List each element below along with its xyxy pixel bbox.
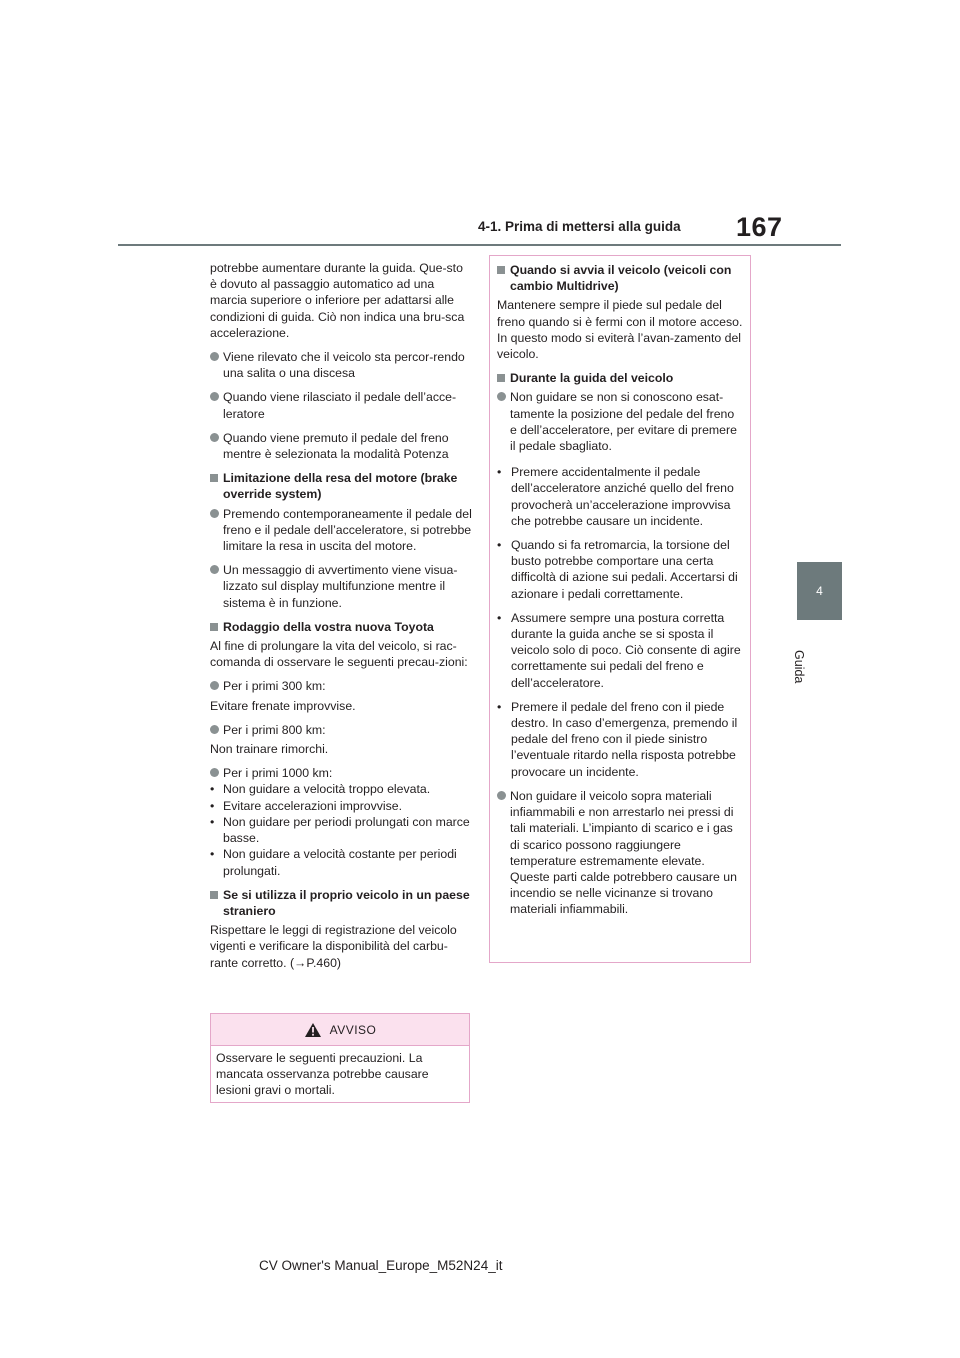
- circle-bullet-icon: [210, 433, 219, 442]
- circle-bullet-icon: [497, 392, 506, 401]
- heading-estero: Se si utilizza il proprio veicolo in un paese straniero: [210, 887, 472, 919]
- square-bullet-icon: [497, 266, 505, 274]
- square-bullet-icon: [210, 474, 218, 482]
- km300-text: Evitare frenate improvvise.: [210, 698, 356, 713]
- square-bullet-icon: [210, 891, 218, 899]
- circle-bullet-icon: [210, 352, 219, 361]
- list-item: Viene rilevato che il veicolo sta percor-rendo una salita o una discesa: [210, 349, 472, 381]
- heading-guida: Durante la guida del veicolo: [497, 370, 743, 386]
- square-bullet-icon: [210, 623, 218, 631]
- square-bullet-icon: [497, 374, 505, 382]
- km1000-list: [210, 781, 472, 878]
- list-item: • Non guidare a velocità troppo elevata.: [210, 782, 431, 797]
- list-item: • Premere accidentalmente il pedale dell’acceleratore anziché quello del freno provocherà un’accelerazione improvvisa che potrebbe causare un incidente.: [497, 465, 734, 528]
- estero-paragraph: Rispettare le leggi di registrazione del veicolo vigenti e verificare la disponibilità del carbu-rante corretto. (→P.460): [210, 923, 457, 970]
- list-item: Per i primi 800 km:: [210, 722, 472, 738]
- warning-title: AVVISO: [329, 1022, 377, 1037]
- list-item: Per i primi 300 km:: [210, 678, 472, 694]
- heading-brake-override: Limitazione della resa del motore (brake override system): [210, 470, 472, 502]
- list-item: • Non guidare per periodi prolungati con marce basse.: [210, 814, 470, 846]
- warning-body: Osservare le seguenti precauzioni. La mancata osservanza potrebbe causare lesioni gravi o mortali.: [216, 1051, 429, 1098]
- right-info-box: [489, 255, 751, 963]
- circle-bullet-icon: [210, 509, 219, 518]
- km800-text: Non trainare rimorchi.: [210, 742, 329, 757]
- list-item: Per i primi 1000 km:: [210, 765, 472, 781]
- circle-bullet-icon: [210, 768, 219, 777]
- circle-bullet-icon: [210, 681, 219, 690]
- left-column: [210, 260, 472, 979]
- list-item: Non guidare se non si conoscono esat-tamente la posizione del pedale del freno e dell’acceleratore, per evitare di premere il pedale sbagliato.: [497, 389, 743, 454]
- circle-bullet-icon: [497, 791, 506, 800]
- list-item: • Assumere sempre una postura corretta durante la guida anche se si sposta il veicolo solo di poco. Ciò consente di agire correttamente sui pedali del freno e dell’acceleratore.: [497, 610, 741, 690]
- list-item: Un messaggio di avvertimento viene visua-lizzato sul display multifunzione mentre il sistema è in funzione.: [210, 562, 472, 611]
- warning-box: [210, 1013, 470, 1103]
- header-rule: [118, 244, 841, 246]
- circle-bullet-icon: [210, 392, 219, 401]
- list-item: • Evitare accelerazioni improvvise.: [210, 798, 403, 813]
- page-number: 167: [736, 212, 783, 242]
- footer-text: CV Owner's Manual_Europe_M52N24_it: [259, 1258, 503, 1273]
- warning-header: [211, 1014, 469, 1046]
- warning-triangle-icon: [304, 1022, 322, 1038]
- section-header: 4-1. Prima di mettersi alla guida: [478, 219, 681, 234]
- circle-bullet-icon: [210, 565, 219, 574]
- intro-paragraph: potrebbe aumentare durante la guida. Que-sto è dovuto al passaggio automatico ad una marcia superiore o inferiore per adattarsi alle condizioni di guida. Ciò non indica una bru-sca accelerazione.: [210, 261, 465, 340]
- list-item: Quando viene premuto il pedale del freno mentre è selezionata la modalità Potenza: [210, 430, 472, 462]
- list-item: Premendo contemporaneamente il pedale del freno e il pedale dell’acceleratore, si potrebbe limitare la resa in uscita del motore.: [210, 506, 472, 555]
- chapter-tab: [797, 562, 842, 620]
- chapter-number: 4: [816, 584, 823, 598]
- circle-bullet-icon: [210, 725, 219, 734]
- list-item: Non guidare il veicolo sopra materiali infiammabili e non arrestarlo nei pressi di tali materiali. L’impianto di scarico e i gas di scarico possono raggiungere temperature estremamente elevate. Queste parti calde potrebbero causare un incendio se nelle vicinanze si trovano materiali infiammabili.: [497, 788, 743, 918]
- list-item: • Non guidare a velocità costante per periodi prolungati.: [210, 847, 457, 878]
- list-item: • Quando si fa retromarcia, la torsione del busto potrebbe comportare una certa difficoltà di azione sui pedali. Accertarsi di azionare i pedali correttamente.: [497, 538, 738, 601]
- rodaggio-paragraph: Al fine di prolungare la vita del veicolo, si rac-comanda di osservare le seguenti precau-zioni:: [210, 639, 468, 670]
- list-item: Quando viene rilasciato il pedale dell’acce-leratore: [210, 389, 472, 421]
- list-item: • Premere il pedale del freno con il piede destro. In caso d’emergenza, premendo il pedale del freno con il piede sinistro l’eventuale ritardo nella risposta potrebbe provocare un incidente.: [497, 699, 738, 779]
- heading-avvio: Quando si avvia il veicolo (veicoli con cambio Multidrive): [497, 262, 743, 294]
- heading-rodaggio: Rodaggio della vostra nuova Toyota: [210, 619, 472, 635]
- avvio-paragraph: Mantenere sempre il piede sul pedale del freno quando si è fermi con il motore acceso. In questo modo si eviterà l’avan-zamento del veicolo.: [497, 298, 743, 362]
- chapter-label: Guida: [792, 650, 806, 684]
